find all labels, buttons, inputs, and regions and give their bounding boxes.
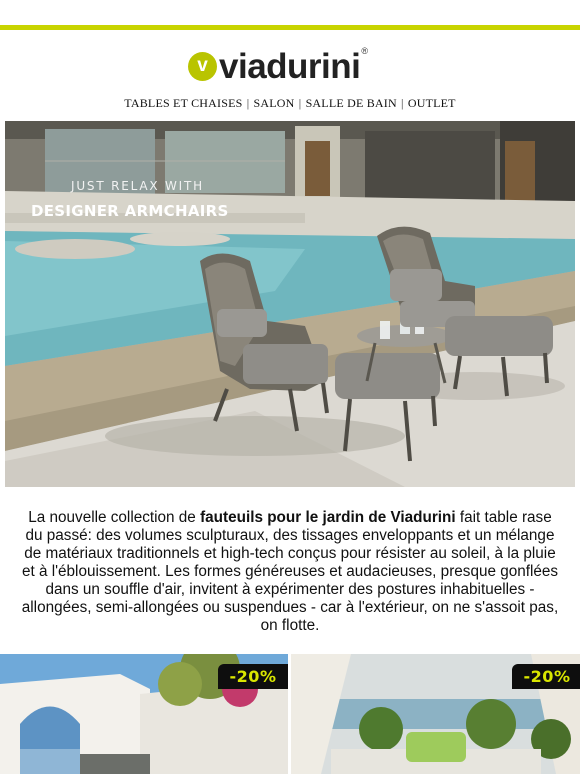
hero-tagline: JUST RELAX WITH <box>71 179 204 193</box>
intro-text-rest: fait table rase du passé: des volumes sculpturaux, des tissages enveloppants et un mélange de matériaux traditionnels et high-tech conçus pour résister au soleil, à la pluie et à l'éblouissement. Les formes généreuses et audacieuses, presque gonflées dans un souffle d'air, invitent à expérimenter des postures inhabituelles - allongées, semi-allongées ou suspendues - car à l'extérieur, on ne s'assoit pas, on flotte. <box>21 509 559 634</box>
nav-separator: | <box>246 96 250 110</box>
discount-badge: -20% <box>218 664 288 689</box>
intro-highlight-link[interactable]: fauteuils pour le jardin de Viadurini <box>200 509 456 526</box>
intro-text-start: La nouvelle collection de <box>28 509 201 526</box>
nav-link-tables-chaises[interactable]: TABLES ET CHAISES <box>124 96 243 110</box>
registered-mark: ® <box>361 46 369 56</box>
nav-link-salle-de-bain[interactable]: SALLE DE BAIN <box>305 96 397 110</box>
nav-separator: | <box>298 96 302 110</box>
product-card-left[interactable] <box>0 654 288 774</box>
hero-headline: DESIGNER ARMCHAIRS <box>31 202 229 220</box>
nav-separator: | <box>401 96 404 110</box>
logo-text: viadurini <box>219 46 361 86</box>
discount-badge: -20% <box>512 664 580 689</box>
top-bar <box>0 0 580 30</box>
accent-line <box>0 25 580 30</box>
nav-link-outlet[interactable]: OUTLET <box>407 96 456 110</box>
hero-banner[interactable] <box>5 121 575 487</box>
category-nav <box>0 96 580 111</box>
product-card-right[interactable] <box>291 654 580 774</box>
intro-paragraph <box>20 509 560 635</box>
nav-link-salon[interactable]: SALON <box>253 96 295 110</box>
viadurini-logo[interactable] <box>188 44 398 88</box>
logo-badge-icon: v <box>188 52 217 81</box>
hero-pool-scene-image <box>5 121 575 487</box>
